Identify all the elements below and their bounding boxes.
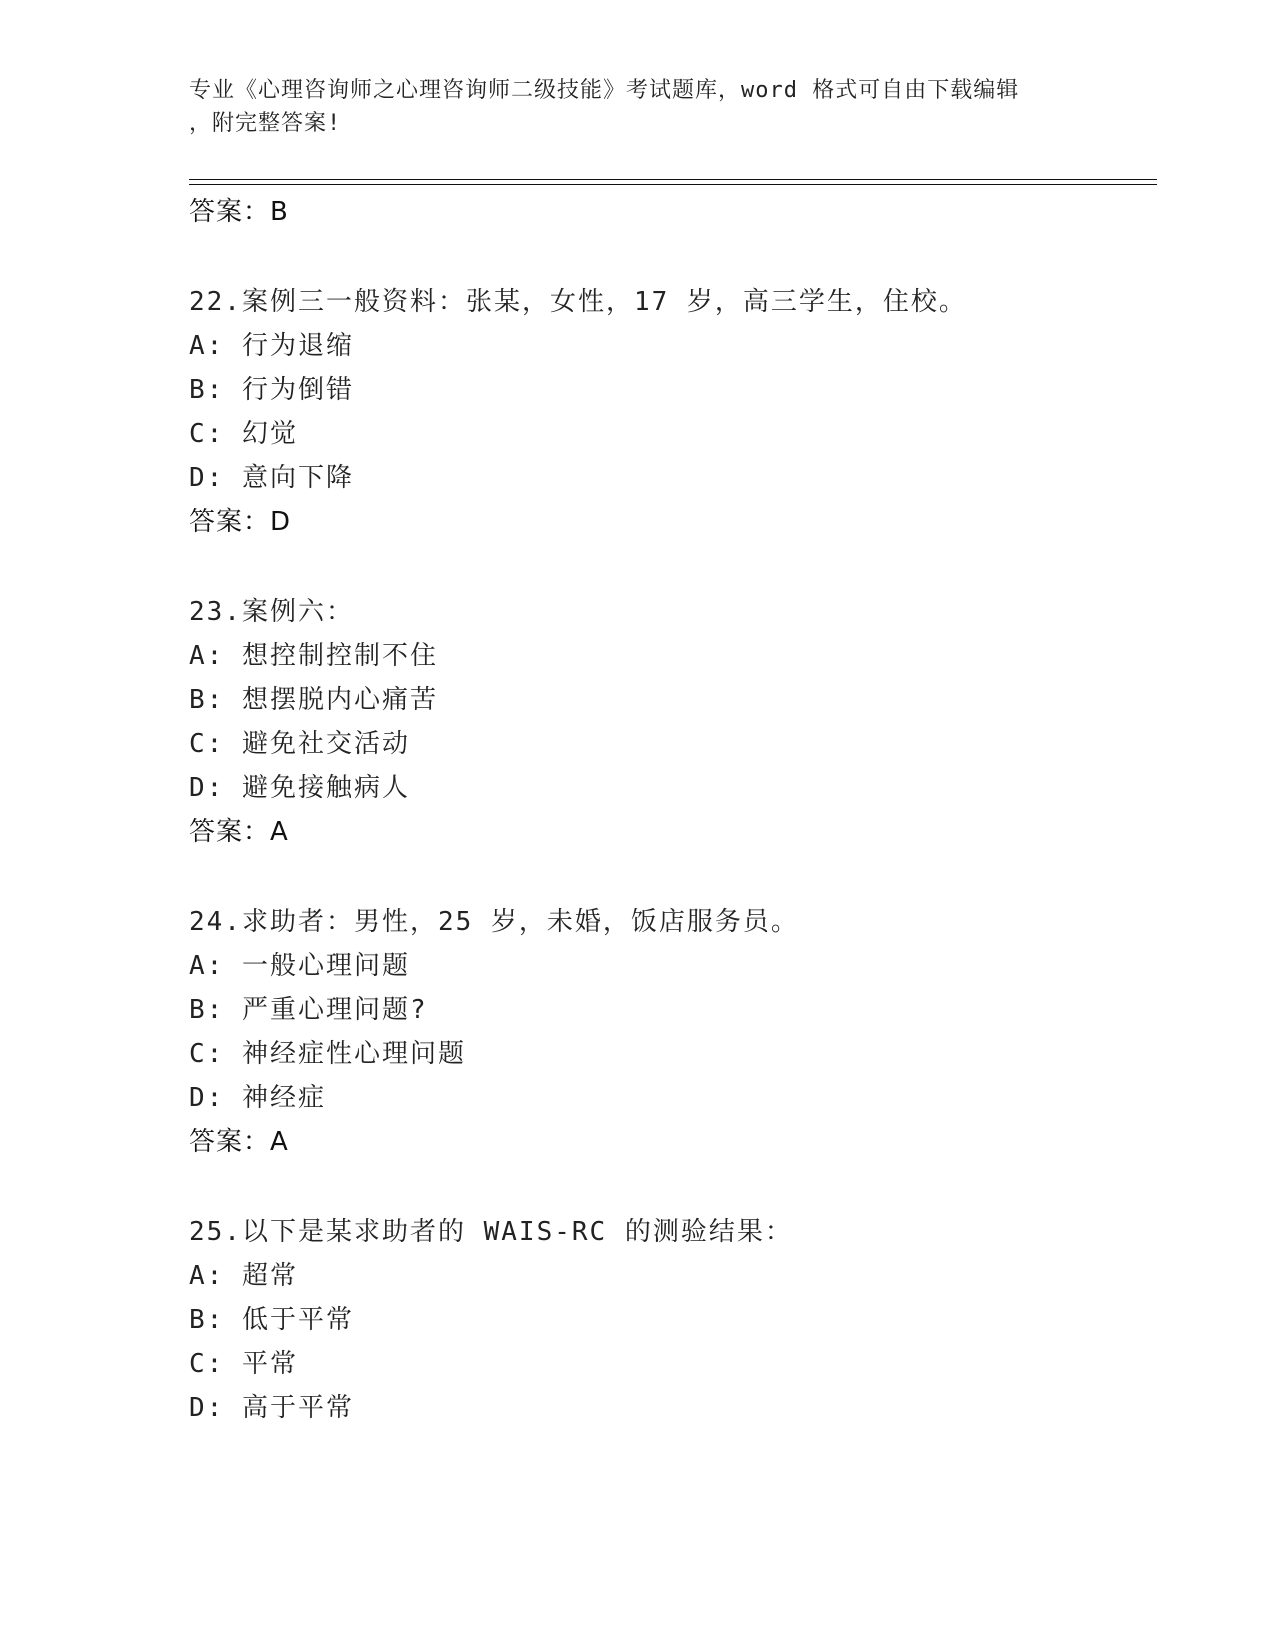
q22-option-a: A: 行为退缩 (189, 331, 354, 361)
q23-option-b: B: 想摆脱内心痛苦 (189, 685, 438, 715)
q23-stem: 23.案例六： (189, 597, 354, 627)
q23-option-a: A: 想控制控制不住 (189, 641, 438, 671)
q24-option-c: C: 神经症性心理问题 (189, 1039, 466, 1069)
q25-option-a: A: 超常 (189, 1261, 298, 1291)
q25-option-c: C: 平常 (189, 1349, 298, 1379)
q24-answer: 答案：A (189, 1127, 289, 1157)
q23-option-d: D: 避免接触病人 (189, 773, 410, 803)
q25-option-d: D: 高于平常 (189, 1393, 354, 1423)
q25-stem: 25.以下是某求助者的 WAIS-RC 的测验结果： (189, 1217, 793, 1247)
q24-option-a: A: 一般心理问题 (189, 951, 410, 981)
header-rule-top (189, 179, 1157, 180)
q22-answer: 答案：D (189, 507, 292, 537)
q22-option-c: C: 幻觉 (189, 419, 298, 449)
header-line-1: 专业《心理咨询师之心理咨询师二级技能》考试题库，word 格式可自由下载编辑 (189, 78, 1020, 103)
header-rule-bottom (189, 184, 1157, 185)
q24-option-d: D: 神经症 (189, 1083, 326, 1113)
q23-option-c: C: 避免社交活动 (189, 729, 410, 759)
q22-option-d: D: 意向下降 (189, 463, 354, 493)
prev-question-answer: 答案：B (189, 197, 289, 227)
q24-option-b: B: 严重心理问题? (189, 995, 428, 1025)
q22-option-b: B: 行为倒错 (189, 375, 354, 405)
q23-answer: 答案：A (189, 817, 289, 847)
q22-stem: 22.案例三一般资料：张某，女性，17 岁，高三学生，住校。 (189, 287, 967, 317)
header-line-2: ，附完整答案! (189, 111, 342, 136)
q25-option-b: B: 低于平常 (189, 1305, 354, 1335)
document-header (189, 74, 1089, 140)
q24-stem: 24.求助者：男性，25 岁，未婚，饭店服务员。 (189, 907, 799, 937)
